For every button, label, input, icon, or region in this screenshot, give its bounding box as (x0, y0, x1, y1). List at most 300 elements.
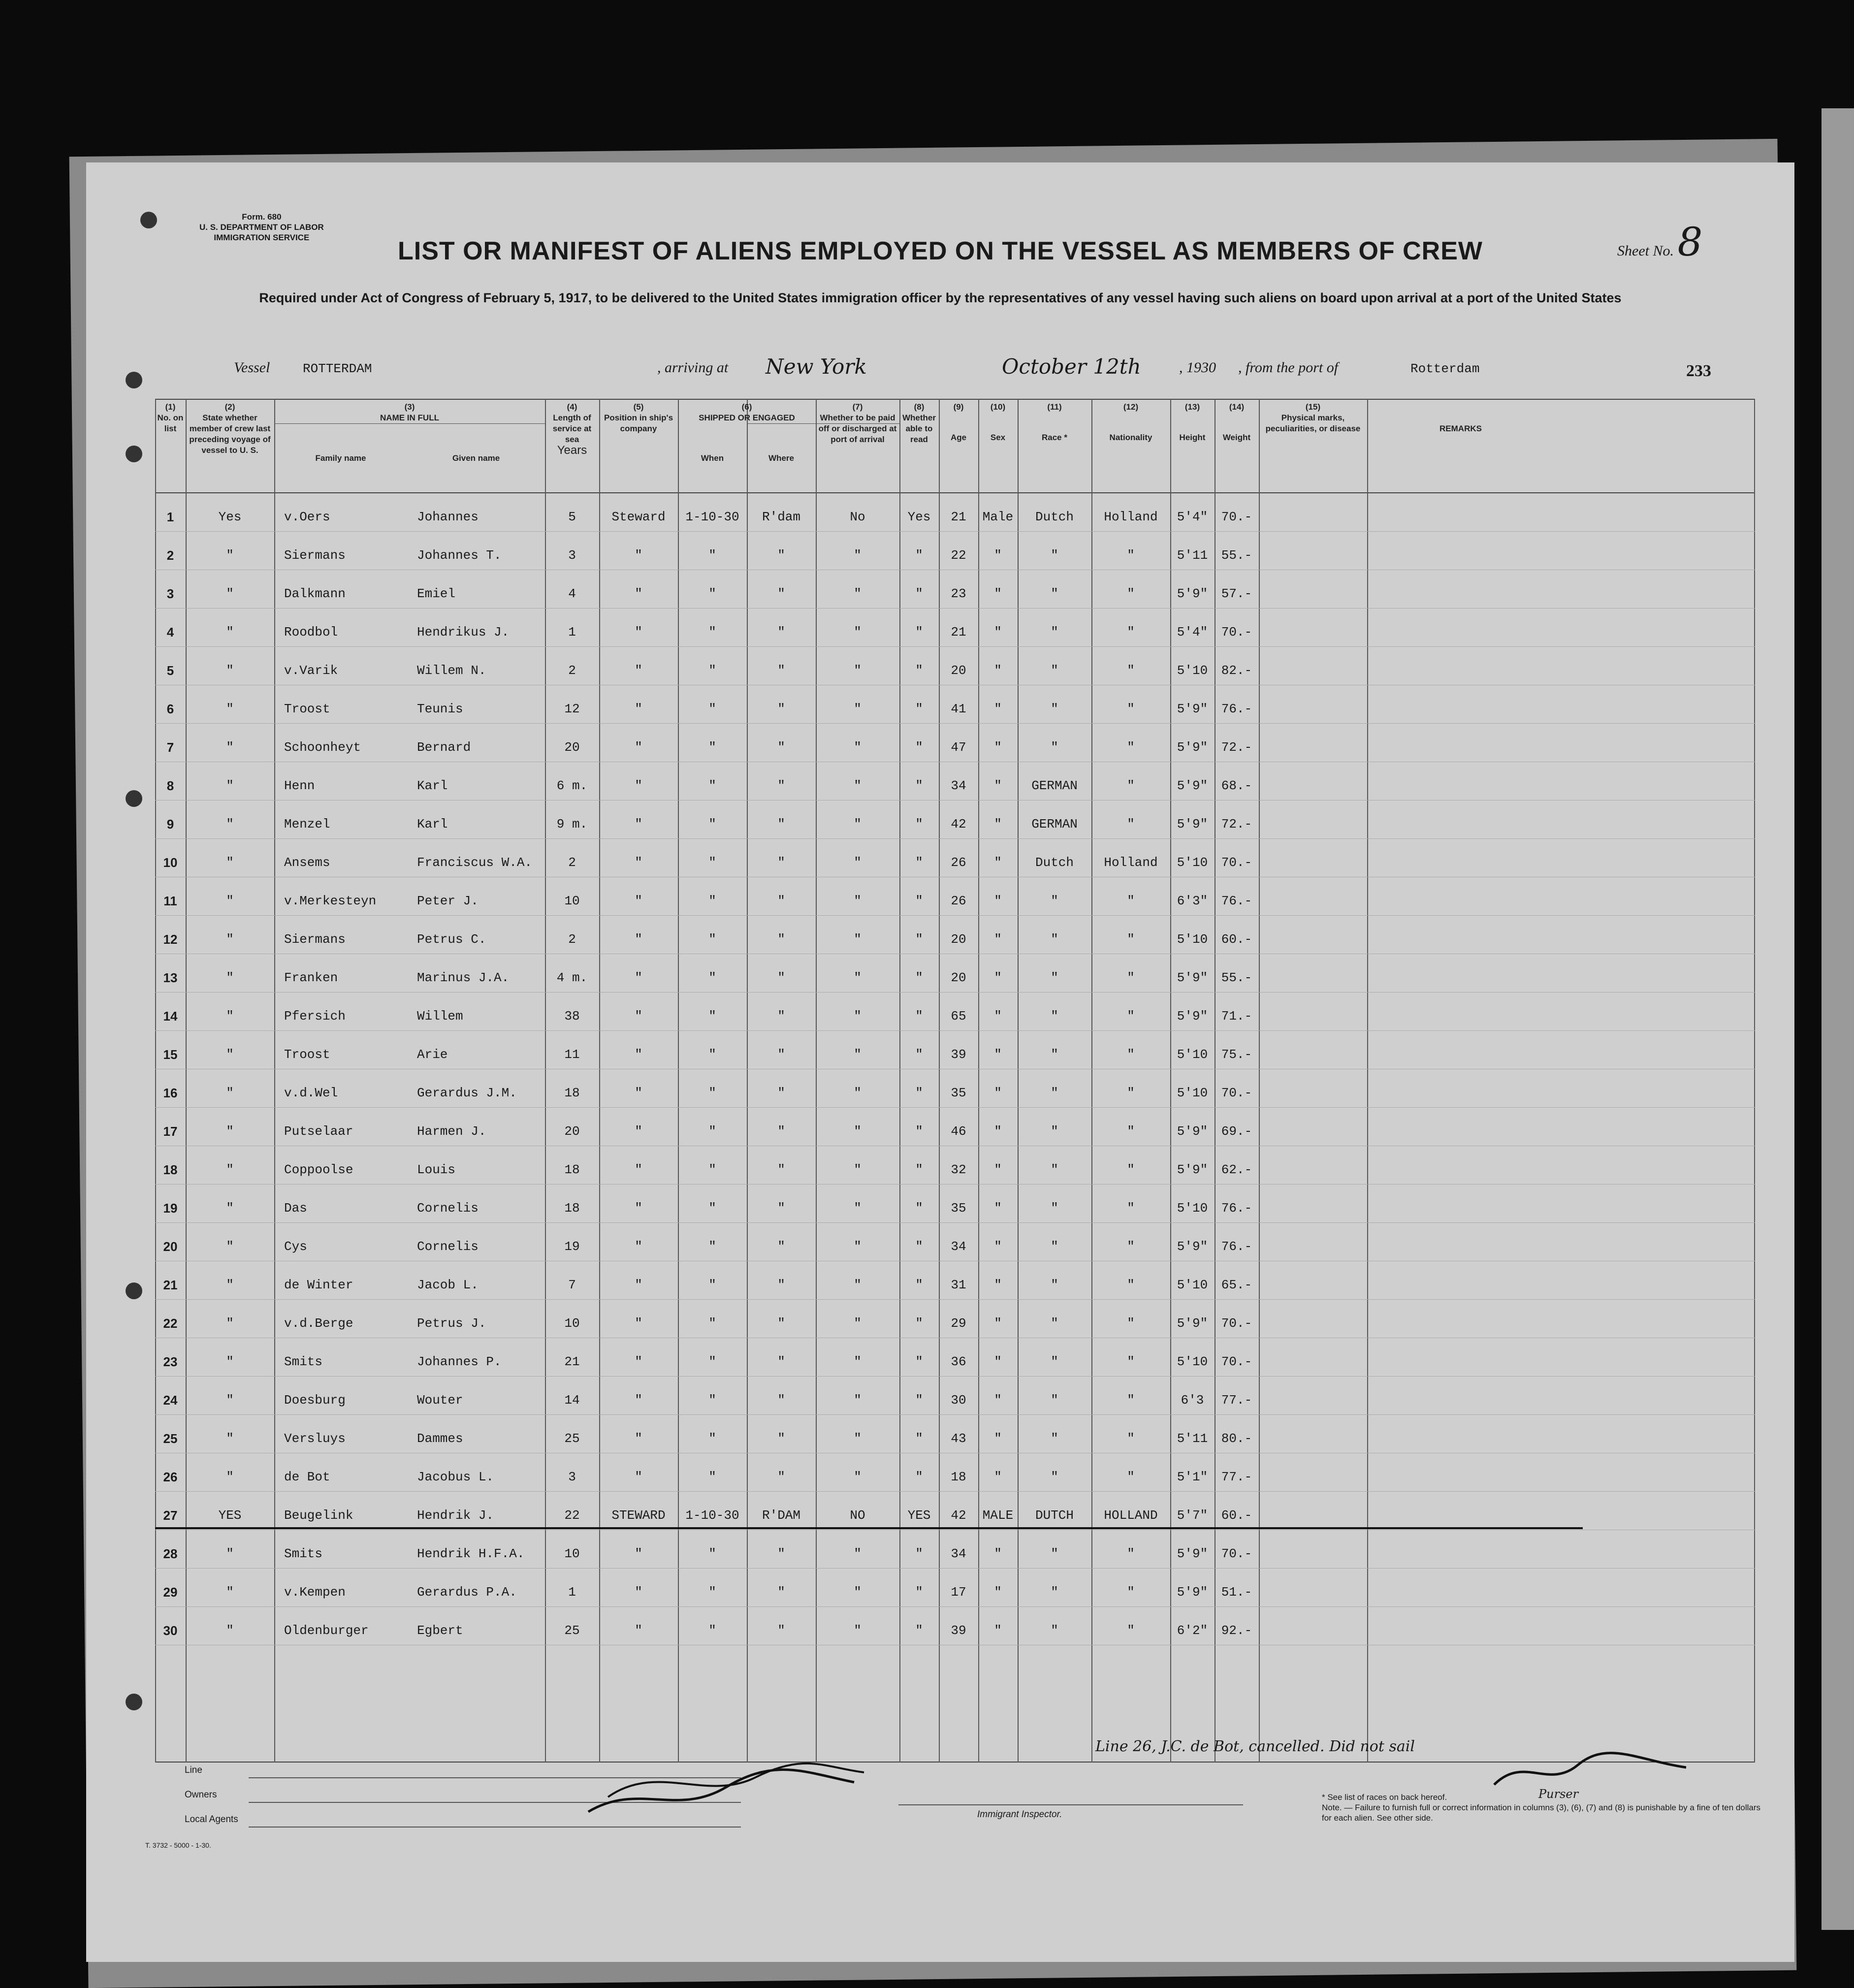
cell-number-on-list: 7 (166, 740, 174, 755)
cell-given-name: Johannes T. (417, 548, 502, 563)
binder-hole (126, 372, 142, 388)
cell-nationality: " (1127, 1047, 1135, 1062)
cell-able-to-read: " (915, 1086, 923, 1100)
cell-height: 5'4" (1177, 625, 1208, 640)
cell-age: 26 (951, 894, 966, 908)
cell-age: 43 (951, 1431, 966, 1446)
cell-age: 26 (951, 855, 966, 870)
cell-paid-off: " (854, 1431, 862, 1446)
header-col13-num: (13) (1184, 402, 1200, 412)
cell-able-to-read: " (915, 1431, 923, 1446)
cell-sex: " (994, 778, 1002, 793)
cell-position: " (635, 1623, 642, 1638)
from-port-label: , from the port of (1238, 359, 1339, 376)
cell-able-to-read: " (915, 586, 923, 601)
cell-race: " (1051, 970, 1058, 985)
cell-length-of-service: 3 (568, 548, 576, 563)
cell-given-name: Peter J. (417, 894, 479, 908)
cell-nationality: " (1127, 1124, 1135, 1139)
cell-position: " (635, 740, 642, 755)
cell-paid-off: " (854, 1162, 862, 1177)
cell-length-of-service: 2 (568, 855, 576, 870)
cell-given-name: Louis (417, 1162, 456, 1177)
cell-shipped-when: " (708, 817, 716, 832)
row-rule (155, 915, 1755, 916)
purser-signature (1489, 1745, 1696, 1799)
page-title: LIST OR MANIFEST OF ALIENS EMPLOYED ON THE VESSEL AS MEMBERS OF CREW (398, 237, 1483, 265)
cell-weight: 76.- (1221, 1239, 1252, 1254)
cell-able-to-read: " (915, 1393, 923, 1408)
row-rule (155, 1299, 1755, 1300)
cell-number-on-list: 6 (166, 702, 174, 716)
cell-nationality: " (1127, 1393, 1135, 1408)
cell-shipped-when: " (708, 740, 716, 755)
cell-family-name: Smits (284, 1354, 323, 1369)
cell-previous-voyage: " (226, 1162, 234, 1177)
cell-family-name: de Winter (284, 1278, 353, 1292)
cell-family-name: Menzel (284, 817, 330, 832)
cell-sex: " (994, 1431, 1002, 1446)
cell-number-on-list: 26 (163, 1470, 178, 1484)
cell-given-name: Hendrik H.F.A. (417, 1546, 525, 1561)
cell-given-name: Cornelis (417, 1201, 479, 1216)
cell-sex: " (994, 1239, 1002, 1254)
cell-nationality: " (1127, 1086, 1135, 1100)
cell-age: 30 (951, 1393, 966, 1408)
cell-paid-off: " (854, 1623, 862, 1638)
cell-nationality: " (1127, 1201, 1135, 1216)
cell-shipped-when: " (708, 586, 716, 601)
cell-family-name: Oldenburger (284, 1623, 369, 1638)
row-rule (155, 992, 1755, 993)
cell-previous-voyage: " (226, 932, 234, 947)
row-rule (155, 531, 1755, 532)
cell-nationality: " (1127, 625, 1135, 640)
cell-shipped-when: " (708, 1470, 716, 1484)
header-length-of-service: Length of service at sea (552, 413, 592, 444)
cell-sex: " (994, 1546, 1002, 1561)
cell-given-name: Teunis (417, 702, 463, 716)
header-col9-num: (9) (953, 402, 964, 412)
cell-shipped-where: " (777, 932, 785, 947)
cell-number-on-list: 20 (163, 1239, 178, 1254)
cell-paid-off: " (854, 932, 862, 947)
vessel-name: ROTTERDAM (303, 361, 372, 376)
cell-height: 5'9" (1177, 740, 1208, 755)
header-col10-num: (10) (990, 402, 1006, 412)
cell-able-to-read: " (915, 1470, 923, 1484)
cell-family-name: Doesburg (284, 1393, 346, 1408)
cell-height: 5'10 (1177, 1201, 1208, 1216)
cell-height: 5'9" (1177, 702, 1208, 716)
cell-nationality: " (1127, 663, 1135, 678)
cell-previous-voyage: " (226, 1546, 234, 1561)
cell-length-of-service: 1 (568, 1585, 576, 1600)
cell-sex: " (994, 1585, 1002, 1600)
cell-number-on-list: 5 (166, 663, 174, 678)
cell-paid-off: " (854, 1316, 862, 1331)
cell-sex: " (994, 817, 1002, 832)
cell-previous-voyage: " (226, 1585, 234, 1600)
cell-nationality: " (1127, 1470, 1135, 1484)
race-footnote: * See list of races on back hereof. (1322, 1793, 1447, 1802)
cell-age: 65 (951, 1009, 966, 1024)
header-position: Position in ship's company (604, 413, 673, 433)
cell-age: 18 (951, 1470, 966, 1484)
cell-number-on-list: 28 (163, 1546, 178, 1561)
cell-sex: " (994, 663, 1002, 678)
cell-previous-voyage: " (226, 970, 234, 985)
cell-shipped-when: " (708, 894, 716, 908)
cell-sex: " (994, 740, 1002, 755)
cell-position: " (635, 1546, 642, 1561)
cell-able-to-read: " (915, 1009, 923, 1024)
print-code: T. 3732 - 5000 - 1-30. (145, 1841, 211, 1849)
cell-able-to-read: " (915, 1047, 923, 1062)
cell-weight: 70.- (1221, 1546, 1252, 1561)
cell-weight: 75.- (1221, 1047, 1252, 1062)
cell-position: Steward (611, 510, 666, 524)
header-previous-voyage: State whether member of crew last preceding voyage of vessel to U. S. (189, 413, 271, 455)
header-col6-num: (6) (741, 402, 752, 412)
cell-height: 5'1" (1177, 1470, 1208, 1484)
header-given-name: Given name (452, 453, 500, 463)
cell-family-name: Coppoolse (284, 1162, 353, 1177)
cell-paid-off: " (854, 1239, 862, 1254)
cell-given-name: Harmen J. (417, 1124, 486, 1139)
cell-shipped-where: " (777, 855, 785, 870)
cell-number-on-list: 14 (163, 1009, 178, 1024)
cell-number-on-list: 15 (163, 1047, 178, 1062)
cell-sex: MALE (982, 1508, 1014, 1523)
cell-weight: 55.- (1221, 548, 1252, 563)
cell-shipped-when: " (708, 855, 716, 870)
header-col15-num: (15) (1305, 402, 1321, 412)
cell-weight: 72.- (1221, 817, 1252, 832)
row-rule (155, 723, 1755, 724)
row-rule (155, 838, 1755, 839)
header-years: Years (557, 444, 587, 457)
cell-given-name: Willem (417, 1009, 463, 1024)
cell-previous-voyage: " (226, 548, 234, 563)
cell-number-on-list: 22 (163, 1316, 178, 1331)
cell-age: 46 (951, 1124, 966, 1139)
cell-length-of-service: 18 (564, 1162, 580, 1177)
cell-height: 6'3" (1177, 894, 1208, 908)
cell-shipped-where: " (777, 1201, 785, 1216)
cell-length-of-service: 20 (564, 1124, 580, 1139)
cell-given-name: Wouter (417, 1393, 463, 1408)
cell-given-name: Cornelis (417, 1239, 479, 1254)
cell-family-name: Henn (284, 778, 315, 793)
cell-given-name: Johannes (417, 510, 479, 524)
cell-height: 6'3 (1181, 1393, 1204, 1408)
cell-race: GERMAN (1031, 778, 1078, 793)
cell-weight: 65.- (1221, 1278, 1252, 1292)
cell-height: 5'11 (1177, 548, 1208, 563)
cell-race: " (1051, 702, 1058, 716)
cell-sex: " (994, 625, 1002, 640)
sheet-number: 8 (1677, 219, 1703, 265)
header-when: When (701, 453, 724, 463)
cell-able-to-read: " (915, 1546, 923, 1561)
cell-race: " (1051, 1354, 1058, 1369)
row-rule (155, 800, 1755, 801)
cell-age: 35 (951, 1086, 966, 1100)
binder-hole (126, 446, 142, 462)
cell-previous-voyage: " (226, 1623, 234, 1638)
cell-length-of-service: 10 (564, 1316, 580, 1331)
cell-race: " (1051, 1393, 1058, 1408)
cell-nationality: " (1127, 1354, 1135, 1369)
cell-position: " (635, 1393, 642, 1408)
cell-sex: " (994, 1009, 1002, 1024)
cell-length-of-service: 11 (564, 1047, 580, 1062)
cell-previous-voyage: " (226, 1278, 234, 1292)
cell-previous-voyage: " (226, 817, 234, 832)
cell-shipped-where: " (777, 1623, 785, 1638)
cell-given-name: Marinus J.A. (417, 970, 510, 985)
cell-weight: 68.- (1221, 778, 1252, 793)
cell-age: 20 (951, 663, 966, 678)
cell-race: " (1051, 1431, 1058, 1446)
cell-age: 42 (951, 817, 966, 832)
cell-age: 21 (951, 625, 966, 640)
cell-able-to-read: " (915, 855, 923, 870)
cell-race: " (1051, 586, 1058, 601)
cell-weight: 77.- (1221, 1470, 1252, 1484)
cell-race: Dutch (1035, 855, 1074, 870)
cancellation-note: Line 26, J.C. de Bot, cancelled. Did not sail (1095, 1738, 1415, 1755)
cell-previous-voyage: " (226, 586, 234, 601)
cell-length-of-service: 18 (564, 1086, 580, 1100)
cell-paid-off: " (854, 1354, 862, 1369)
cell-length-of-service: 7 (568, 1278, 576, 1292)
inspector-signature (578, 1753, 874, 1822)
cell-number-on-list: 16 (163, 1086, 178, 1100)
cell-position: " (635, 778, 642, 793)
cell-height: 5'4" (1177, 510, 1208, 524)
cell-shipped-where: " (777, 1546, 785, 1561)
cell-age: 47 (951, 740, 966, 755)
cell-height: 5'7" (1177, 1508, 1208, 1523)
cell-shipped-when: " (708, 702, 716, 716)
binder-hole (126, 790, 142, 807)
header-height: Height (1179, 433, 1206, 442)
cell-race: " (1051, 1623, 1058, 1638)
cell-position: " (635, 1354, 642, 1369)
cell-paid-off: " (854, 740, 862, 755)
cell-sex: " (994, 932, 1002, 947)
cell-weight: 71.- (1221, 1009, 1252, 1024)
cell-shipped-when: " (708, 1393, 716, 1408)
cell-paid-off: " (854, 663, 862, 678)
cell-length-of-service: 25 (564, 1623, 580, 1638)
header-weight: Weight (1222, 433, 1251, 442)
cell-length-of-service: 19 (564, 1239, 580, 1254)
cell-height: 5'9" (1177, 1162, 1208, 1177)
cell-paid-off: " (854, 625, 862, 640)
cell-paid-off: " (854, 702, 862, 716)
cell-family-name: Siermans (284, 932, 346, 947)
cell-nationality: " (1127, 1546, 1135, 1561)
cell-age: 42 (951, 1508, 966, 1523)
cell-given-name: Karl (417, 817, 448, 832)
cell-height: 5'9" (1177, 778, 1208, 793)
cell-previous-voyage: " (226, 1316, 234, 1331)
cell-position: " (635, 1047, 642, 1062)
cell-weight: 70.- (1221, 855, 1252, 870)
cell-shipped-where: R'DAM (762, 1508, 800, 1523)
cell-family-name: Das (284, 1201, 307, 1216)
cell-able-to-read: " (915, 1354, 923, 1369)
cell-previous-voyage: " (226, 702, 234, 716)
cell-able-to-read: " (915, 548, 923, 563)
manifest-sheet (86, 162, 1794, 1962)
cell-position: " (635, 894, 642, 908)
cell-number-on-list: 13 (163, 970, 178, 985)
cell-previous-voyage: " (226, 894, 234, 908)
cell-length-of-service: 20 (564, 740, 580, 755)
cell-shipped-when: " (708, 1239, 716, 1254)
cell-previous-voyage: " (226, 1431, 234, 1446)
cell-length-of-service: 3 (568, 1470, 576, 1484)
cell-number-on-list: 11 (163, 894, 177, 908)
cell-shipped-where: " (777, 586, 785, 601)
cell-weight: 70.- (1221, 1086, 1252, 1100)
cell-able-to-read: " (915, 932, 923, 947)
binder-hole (126, 1283, 142, 1299)
cell-nationality: " (1127, 702, 1135, 716)
cell-race: " (1051, 1009, 1058, 1024)
header-age: Age (950, 433, 967, 442)
cell-paid-off: " (854, 855, 862, 870)
cell-shipped-where: " (777, 1278, 785, 1292)
row-rule (155, 1606, 1755, 1607)
cell-able-to-read: " (915, 894, 923, 908)
cell-paid-off: " (854, 1047, 862, 1062)
cell-paid-off: " (854, 1009, 862, 1024)
cell-height: 5'9" (1177, 970, 1208, 985)
cell-race: " (1051, 1086, 1058, 1100)
cell-sex: " (994, 1162, 1002, 1177)
row-rule (155, 1491, 1755, 1492)
cell-weight: 82.- (1221, 663, 1252, 678)
cell-length-of-service: 9 m. (556, 817, 588, 832)
cell-shipped-when: " (708, 1278, 716, 1292)
header-col3-num: (3) (404, 402, 415, 412)
header-name-in-full: NAME IN FULL (380, 413, 439, 422)
cell-family-name: v.Oers (284, 510, 330, 524)
cell-race: " (1051, 625, 1058, 640)
page-subtitle: Required under Act of Congress of February 5, 1917, to be delivered to the United States immigration officer by the representatives of any vessel having such aliens on board upon arrival at a port of the United States (259, 290, 1622, 305)
cell-family-name: Versluys (284, 1431, 346, 1446)
cell-age: 23 (951, 586, 966, 601)
cell-shipped-where: " (777, 625, 785, 640)
cell-shipped-when: " (708, 1623, 716, 1638)
cell-position: " (635, 702, 642, 716)
cell-nationality: " (1127, 970, 1135, 985)
cell-height: 6'2" (1177, 1623, 1208, 1638)
cell-weight: 70.- (1221, 510, 1252, 524)
cell-number-on-list: 10 (163, 855, 178, 870)
line-label: Line (185, 1765, 202, 1775)
cell-family-name: de Bot (284, 1470, 330, 1484)
cell-previous-voyage: " (226, 1009, 234, 1024)
cell-race: GERMAN (1031, 817, 1078, 832)
cell-number-on-list: 25 (163, 1431, 178, 1446)
cell-given-name: Hendrik J. (417, 1508, 494, 1523)
cell-weight: 76.- (1221, 1201, 1252, 1216)
cell-previous-voyage: " (226, 663, 234, 678)
cell-weight: 70.- (1221, 1316, 1252, 1331)
cell-family-name: Beugelink (284, 1508, 353, 1523)
cell-previous-voyage: Yes (218, 510, 242, 524)
cell-race: " (1051, 1047, 1058, 1062)
cell-weight: 70.- (1221, 625, 1252, 640)
cell-length-of-service: 1 (568, 625, 576, 640)
cell-race: Dutch (1035, 510, 1074, 524)
cell-given-name: Johannes P. (417, 1354, 502, 1369)
cell-family-name: Troost (284, 1047, 330, 1062)
header-nationality: Nationality (1109, 433, 1152, 442)
cell-height: 5'11 (1177, 1431, 1208, 1446)
cell-sex: " (994, 1354, 1002, 1369)
cell-height: 5'9" (1177, 817, 1208, 832)
cell-number-on-list: 3 (166, 586, 174, 601)
cell-age: 39 (951, 1623, 966, 1638)
cell-length-of-service: 6 m. (556, 778, 588, 793)
cell-position: " (635, 817, 642, 832)
cell-family-name: Smits (284, 1546, 323, 1561)
cell-family-name: v.Kempen (284, 1585, 346, 1600)
cell-nationality: " (1127, 586, 1135, 601)
cell-able-to-read: " (915, 625, 923, 640)
cell-paid-off: " (854, 778, 862, 793)
cell-number-on-list: 21 (163, 1278, 178, 1292)
cell-shipped-when: " (708, 1316, 716, 1331)
cell-able-to-read: " (915, 663, 923, 678)
cell-nationality: " (1127, 1239, 1135, 1254)
cell-nationality: " (1127, 1316, 1135, 1331)
cell-paid-off: " (854, 1546, 862, 1561)
cell-position: " (635, 1162, 642, 1177)
header-sex: Sex (990, 433, 1006, 442)
cell-race: " (1051, 663, 1058, 678)
cell-height: 5'10 (1177, 1047, 1208, 1062)
cell-position: " (635, 548, 642, 563)
cell-given-name: Petrus C. (417, 932, 486, 947)
row-rule (155, 1184, 1755, 1185)
cell-family-name: v.d.Wel (284, 1086, 338, 1100)
cell-nationality: Holland (1104, 510, 1158, 524)
cell-length-of-service: 12 (564, 702, 580, 716)
footnotes (1322, 1792, 1765, 1823)
cell-height: 5'10 (1177, 663, 1208, 678)
cell-race: " (1051, 1278, 1058, 1292)
cell-number-on-list: 4 (166, 625, 174, 640)
cell-position: " (635, 932, 642, 947)
cell-length-of-service: 25 (564, 1431, 580, 1446)
header-col11-num: (11) (1047, 402, 1062, 412)
cell-nationality: " (1127, 1278, 1135, 1292)
cell-able-to-read: " (915, 1278, 923, 1292)
cell-able-to-read: " (915, 1316, 923, 1331)
cell-shipped-when: " (708, 1354, 716, 1369)
cell-able-to-read: " (915, 1623, 923, 1638)
cell-position: " (635, 1009, 642, 1024)
row-rule (155, 1030, 1755, 1031)
